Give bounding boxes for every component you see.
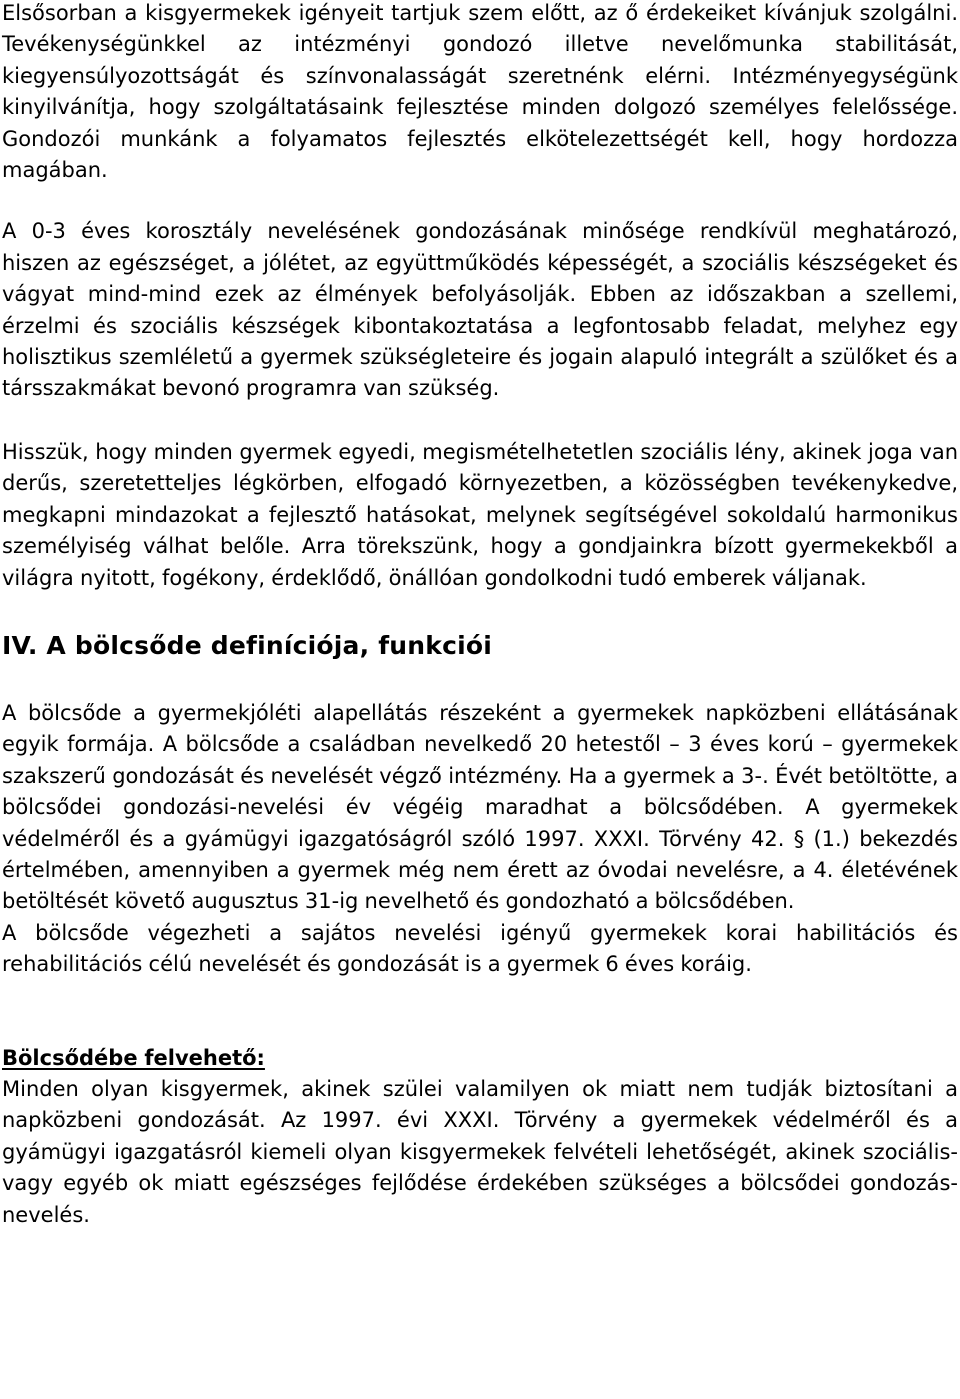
sub-heading-admission: Bölcsődébe felvehető: [2,1045,265,1070]
paragraph-child-needs: Elsősorban a kisgyermekek igényeit tartjuk szem előtt, az ő érdekeiket kívánjuk szolgálni. Tevékenységünkkel az intézményi gondozó illetve nevelőmunka stabilitását, kiegyensúlyozottságát és színvonalasságát szeretnénk elérni. Intézményegységünk kinyilvánítja, hogy szolgáltatásaink fejlesztése minden dolgozó személyes felelőssége. Gondozói munkánk a folyamatos fejlesztés elkötelezettségét kell, hogy hordozza magában. [2,1,958,183]
section-heading: IV. A bölcsőde definíciója, funkciói [2,630,493,660]
paragraph-age-group-quality: A 0-3 éves korosztály nevelésének gondozásának minősége rendkívül meghatározó, hiszen az egészséget, a jólétet, az együttműködés képességét, a szociális készségeket és vágyat mind-mind ezek az élmények befolyásolják. Ebben az időszakban a szellemi, érzelmi és szociális készségek kibontakoztatása a legfontosabb feladat, melyhez egy holisztikus szemléletű a gyermek szükségleteire és jogain alapuló integrált a szülőket és a társszakmákat bevonó programra van szükség. [2,219,958,401]
paragraph-nursery-definition: A bölcsőde a gyermekjóléti alapellátás részeként a gyermekek napközbeni ellátásának egyik formája. A bölcsőde a családban nevelkedő 20 hetestől – 3 éves korú – gyermekek szakszerű gondozását és nevelését végző intézmény. Ha a gyermek a 3-. Évét betöltötte, a bölcsődei gondozási-nevelési év végéig maradhat a bölcsődében. A gyermekek védelméről és a gyámügyi igazgatóságról szóló 1997. XXXI. Törvény 42. § (1.) bekezdés értelmében, amennyiben a gyermek még nem érett az óvodai nevelésre, a 4. életévének betöltését követő augusztus 31-ig nevelhető és gondozható a bölcsődében. [2,700,958,914]
paragraph-special-needs: A bölcsőde végezheti a sajátos nevelési igényű gyermekek korai habilitációs és rehabilitációs célú nevelését és gondozását is a gyermek 6 éves koráig. [2,920,958,977]
document-page [2,0,958,1231]
paragraph-beliefs: Hisszük, hogy minden gyermek egyedi, megismételhetetlen szociális lény, akinek joga van derűs, szeretetteljes légkörben, elfogadó környezetben, a közösségben tevékenykedve, megkapni mindazokat a fejlesztő hatásokat, melynek segítségével sokoldalú harmonikus személyiség válhat belőle. Arra törekszünk, hogy a gondjainkra bízott gyermekekből a világra nyitott, fogékony, érdeklődő, önállóan gondolkodni tudó emberek váljanak. [2,439,958,590]
paragraph-admission: Minden olyan kisgyermek, akinek szülei valamilyen ok miatt nem tudják biztosítani a napközbeni gondozását. Az 1997. évi XXXI. Törvény a gyermekek védelméről és a gyámügyi igazgatásról kiemeli olyan kisgyermekek felvételi lehetőségét, akinek szociális- vagy egyéb ok miatt egészséges fejlődése érdekében szükséges a bölcsődei gondozás-nevelés. [2,1076,958,1227]
